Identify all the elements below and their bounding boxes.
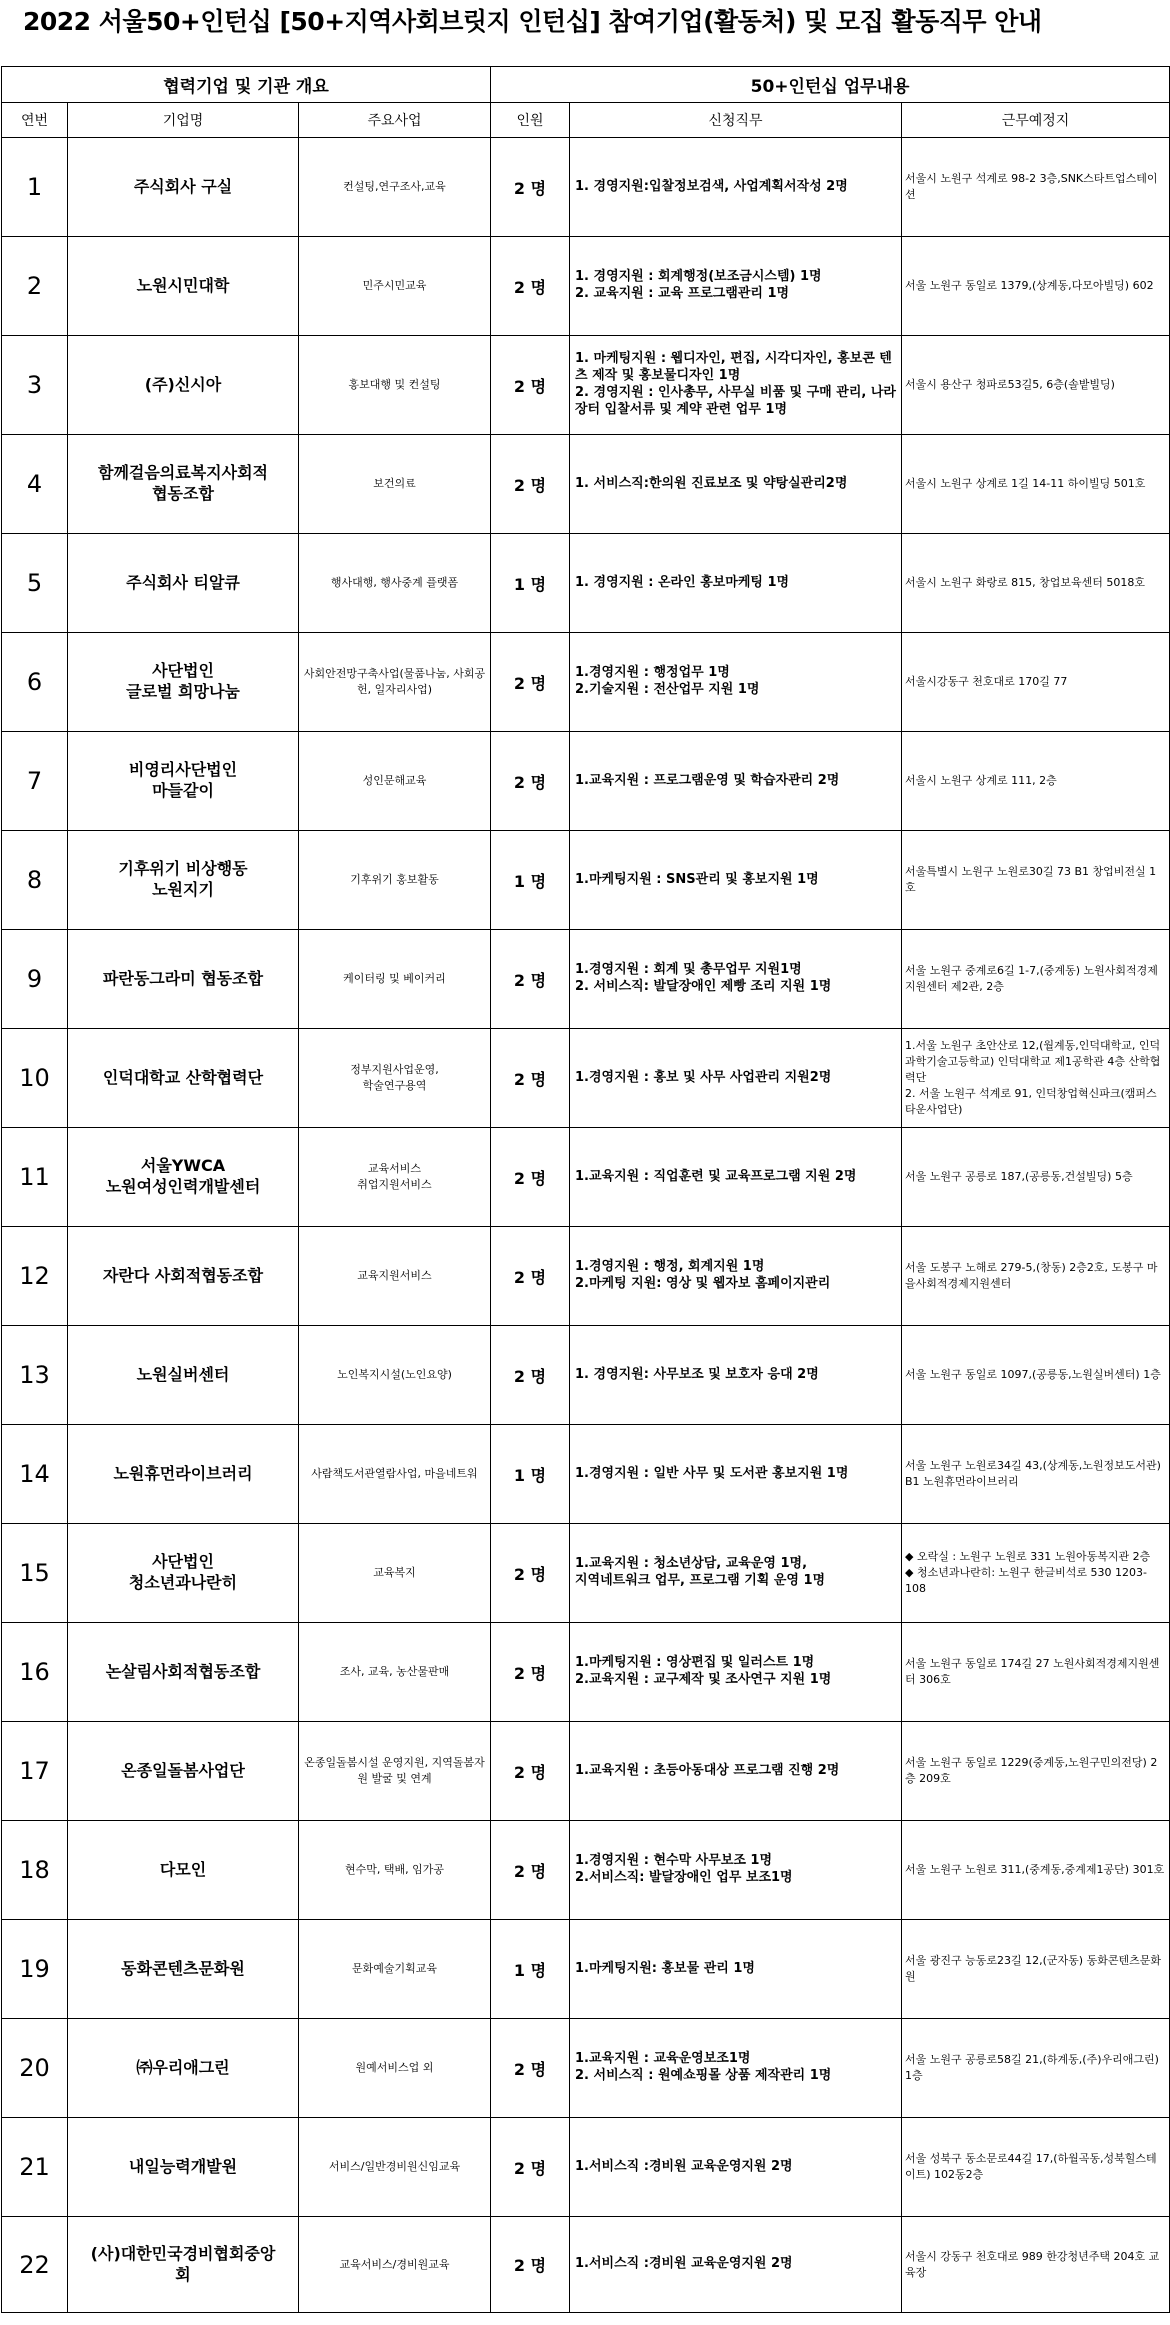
- applied-duty: 1.교육지원 : 교육운영보조1명 2. 서비스직 : 원예쇼핑몰 상품 제작관리 1명: [570, 2019, 902, 2118]
- table-row: [2, 1227, 1170, 1326]
- main-business: 컨설팅,연구조사,교육: [299, 138, 491, 237]
- company-name: 노원휴먼라이브러리: [68, 1425, 299, 1524]
- main-business: 노인복지시설(노인요양): [299, 1326, 491, 1425]
- headcount: 2 명: [491, 1722, 570, 1821]
- table-row: [2, 138, 1170, 237]
- applied-duty: 1.교육지원 : 직업훈련 및 교육프로그램 지원 2명: [570, 1128, 902, 1227]
- table-row: [2, 1128, 1170, 1227]
- main-business: 보건의료: [299, 435, 491, 534]
- work-location: 서울 노원구 노원로34길 43,(상계동,노원정보도서관) B1 노원휴먼라이브러리: [902, 1425, 1170, 1524]
- row-number: 3: [2, 336, 68, 435]
- company-name: 함께걸음의료복지사회적 협동조합: [68, 435, 299, 534]
- headcount: 1 명: [491, 831, 570, 930]
- headcount: 2 명: [491, 1029, 570, 1128]
- headcount: 2 명: [491, 633, 570, 732]
- main-business: 교육서비스 취업지원서비스: [299, 1128, 491, 1227]
- column-header-business: 주요사업: [299, 103, 491, 138]
- company-name: 노원실버센터: [68, 1326, 299, 1425]
- work-location: 서울 노원구 공릉로 187,(공릉동,건설빌딩) 5층: [902, 1128, 1170, 1227]
- main-business: 홍보대행 및 컨설팅: [299, 336, 491, 435]
- main-business: 문화예술기획교육: [299, 1920, 491, 2019]
- work-location: 1.서울 노원구 초안산로 12,(월계동,인덕대학교, 인덕과학기술고등학교) 인덕대학교 제1공학관 4층 산학협력단 2. 서울 노원구 석계로 91, 인덕창업혁신파크(캠퍼스타운사업단): [902, 1029, 1170, 1128]
- page-title: 2022 서울50+인턴십 [50+지역사회브릿지 인턴십] 참여기업(활동처) 및 모집 활동직무 안내: [23, 7, 1042, 36]
- main-business: 기후위기 홍보활동: [299, 831, 491, 930]
- work-location: 서울 노원구 동일로 174길 27 노원사회적경제지원센터 306호: [902, 1623, 1170, 1722]
- work-location: 서울시 노원구 석계로 98-2 3층,SNK스타트업스테이션: [902, 138, 1170, 237]
- table-row: [2, 1425, 1170, 1524]
- company-name: 자란다 사회적협동조합: [68, 1227, 299, 1326]
- row-number: 5: [2, 534, 68, 633]
- table-row: [2, 1920, 1170, 2019]
- work-location: 서울 노원구 노원로 311,(중계동,중계제1공단) 301호: [902, 1821, 1170, 1920]
- headcount: 2 명: [491, 138, 570, 237]
- applied-duty: 1.경영지원 : 행정, 회계지원 1명 2.마케팅 지원: 영상 및 웹자보 홈페이지관리: [570, 1227, 902, 1326]
- applied-duty: 1. 경영지원:입찰정보검색, 사업계획서작성 2명: [570, 138, 902, 237]
- table-row: [2, 1029, 1170, 1128]
- main-business: 교육복지: [299, 1524, 491, 1623]
- table-row: [2, 237, 1170, 336]
- work-location: 서울시 용산구 청파로53길5, 6층(솔밭빌딩): [902, 336, 1170, 435]
- applied-duty: 1.경영지원 : 현수막 사무보조 1명 2.서비스직: 발달장애인 업무 보조1명: [570, 1821, 902, 1920]
- row-number: 9: [2, 930, 68, 1029]
- work-location: 서울 노원구 중계로6길 1-7,(중계동) 노원사회적경제지원센터 제2관, 2층: [902, 930, 1170, 1029]
- applied-duty: 1.마케팅지원: 홍보물 관리 1명: [570, 1920, 902, 2019]
- row-number: 11: [2, 1128, 68, 1227]
- headcount: 2 명: [491, 2019, 570, 2118]
- headcount: 2 명: [491, 435, 570, 534]
- company-name: 주식회사 티알큐: [68, 534, 299, 633]
- main-business: 행사대행, 행사중계 플랫폼: [299, 534, 491, 633]
- headcount: 2 명: [491, 1623, 570, 1722]
- main-business: 현수막, 택배, 임가공: [299, 1821, 491, 1920]
- table-row: [2, 2118, 1170, 2217]
- applied-duty: 1.경영지원 : 행정업무 1명 2.기술지원 : 전산업무 지원 1명: [570, 633, 902, 732]
- headcount: 2 명: [491, 2217, 570, 2313]
- column-header-row: [2, 103, 1170, 138]
- work-location: 서울 도봉구 노해로 279-5,(창동) 2층2호, 도봉구 마을사회적경제지원센터: [902, 1227, 1170, 1326]
- table-row: [2, 633, 1170, 732]
- row-number: 17: [2, 1722, 68, 1821]
- main-business: 사회안전망구축사업(물품나눔, 사회공헌, 일자리사업): [299, 633, 491, 732]
- work-location: 서울 광진구 능동로23길 12,(군자동) 동화콘텐츠문화원: [902, 1920, 1170, 2019]
- table-row: [2, 2217, 1170, 2313]
- applied-duty: 1. 경영지원 : 온라인 홍보마케팅 1명: [570, 534, 902, 633]
- main-business: 정부지원사업운영, 학술연구용역: [299, 1029, 491, 1128]
- headcount: 2 명: [491, 336, 570, 435]
- table-row: [2, 336, 1170, 435]
- row-number: 20: [2, 2019, 68, 2118]
- headcount: 2 명: [491, 237, 570, 336]
- applied-duty: 1. 서비스직:한의원 진료보조 및 약탕실관리2명: [570, 435, 902, 534]
- work-location: 서울시 강동구 천호대로 989 한강청년주택 204호 교육장: [902, 2217, 1170, 2313]
- company-name: (주)신시아: [68, 336, 299, 435]
- headcount: 2 명: [491, 1326, 570, 1425]
- table-row: [2, 2019, 1170, 2118]
- applied-duty: 1.교육지원 : 초등아동대상 프로그램 진행 2명: [570, 1722, 902, 1821]
- main-business: 교육서비스/경비원교육: [299, 2217, 491, 2313]
- group-header-internship: 50+인턴십 업무내용: [491, 67, 1170, 103]
- row-number: 2: [2, 237, 68, 336]
- table-row: [2, 1524, 1170, 1623]
- table-row: [2, 732, 1170, 831]
- applied-duty: 1.서비스직 :경비원 교육운영지원 2명: [570, 2217, 902, 2313]
- table-row: [2, 1326, 1170, 1425]
- table-row: [2, 1821, 1170, 1920]
- table-row: [2, 1722, 1170, 1821]
- row-number: 7: [2, 732, 68, 831]
- row-number: 19: [2, 1920, 68, 2019]
- work-location: ◆ 오락실 : 노원구 노원로 331 노원아동복지관 2층 ◆ 청소년과나란히: 노원구 한글비석로 530 1203-108: [902, 1524, 1170, 1623]
- company-name: (사)대한민국경비협회중앙 회: [68, 2217, 299, 2313]
- row-number: 12: [2, 1227, 68, 1326]
- row-number: 1: [2, 138, 68, 237]
- company-table: [1, 66, 1170, 2313]
- column-header-location: 근무예정지: [902, 103, 1170, 138]
- applied-duty: 1.마케팅지원 : SNS관리 및 홍보지원 1명: [570, 831, 902, 930]
- main-business: 사람책도서관열람사업, 마을네트워: [299, 1425, 491, 1524]
- applied-duty: 1.교육지원 : 프로그램운영 및 학습자관리 2명: [570, 732, 902, 831]
- company-name: 동화콘텐츠문화원: [68, 1920, 299, 2019]
- table-row: [2, 534, 1170, 633]
- row-number: 18: [2, 1821, 68, 1920]
- headcount: 2 명: [491, 930, 570, 1029]
- company-name: 노원시민대학: [68, 237, 299, 336]
- work-location: 서울시 노원구 상계로 1길 14-11 하이빌딩 501호: [902, 435, 1170, 534]
- work-location: 서울 성북구 동소문로44길 17,(하월곡동,성북힐스테이트) 102동2층: [902, 2118, 1170, 2217]
- applied-duty: 1.서비스직 :경비원 교육운영지원 2명: [570, 2118, 902, 2217]
- row-number: 6: [2, 633, 68, 732]
- table-row: [2, 1623, 1170, 1722]
- main-business: 서비스/일반경비원신임교육: [299, 2118, 491, 2217]
- group-header-company: 협력기업 및 기관 개요: [2, 67, 491, 103]
- main-business: 원예서비스업 외: [299, 2019, 491, 2118]
- applied-duty: 1. 경영지원 : 회계행정(보조금시스템) 1명 2. 교육지원 : 교육 프로그램관리 1명: [570, 237, 902, 336]
- applied-duty: 1.마케팅지원 : 영상편집 및 일러스트 1명 2.교육지원 : 교구제작 및 조사연구 지원 1명: [570, 1623, 902, 1722]
- column-header-people: 인원: [491, 103, 570, 138]
- work-location: 서울 노원구 공릉로58길 21,(하계동,(주)우리애그린) 1층: [902, 2019, 1170, 2118]
- company-name: 다모인: [68, 1821, 299, 1920]
- row-number: 22: [2, 2217, 68, 2313]
- row-number: 13: [2, 1326, 68, 1425]
- row-number: 14: [2, 1425, 68, 1524]
- column-header-no: 연번: [2, 103, 68, 138]
- work-location: 서울 노원구 동일로 1379,(상계동,다모아빌딩) 602: [902, 237, 1170, 336]
- main-business: 조사, 교육, 농산물판매: [299, 1623, 491, 1722]
- main-business: 성인문해교육: [299, 732, 491, 831]
- main-business: 민주시민교육: [299, 237, 491, 336]
- headcount: 1 명: [491, 1920, 570, 2019]
- row-number: 21: [2, 2118, 68, 2217]
- applied-duty: 1.경영지원 : 회계 및 총무업무 지원1명 2. 서비스직: 발달장애인 제빵 조리 지원 1명: [570, 930, 902, 1029]
- company-name: 사단법인 글로벌 희망나눔: [68, 633, 299, 732]
- work-location: 서울시 노원구 상계로 111, 2층: [902, 732, 1170, 831]
- column-header-company: 기업명: [68, 103, 299, 138]
- company-name: 비영리사단법인 마들같이: [68, 732, 299, 831]
- headcount: 2 명: [491, 1524, 570, 1623]
- company-name: 기후위기 비상행동 노원지기: [68, 831, 299, 930]
- row-number: 4: [2, 435, 68, 534]
- applied-duty: 1. 마케팅지원 : 웹디자인, 편집, 시각디자인, 홍보콘 텐츠 제작 및 홍보물디자인 1명 2. 경영지원 : 인사총무, 사무실 비품 및 구매 관리, 나라장터 입찰서류 및 계약 관련 업무 1명: [570, 336, 902, 435]
- work-location: 서울특별시 노원구 노원로30길 73 B1 창업비전실 1호: [902, 831, 1170, 930]
- work-location: 서울 노원구 동일로 1229(중계동,노원구민의전당) 2층 209호: [902, 1722, 1170, 1821]
- column-header-duty: 신청직무: [570, 103, 902, 138]
- applied-duty: 1.경영지원 : 일반 사무 및 도서관 홍보지원 1명: [570, 1425, 902, 1524]
- group-header-row: [2, 67, 1170, 103]
- row-number: 15: [2, 1524, 68, 1623]
- company-name: 내일능력개발원: [68, 2118, 299, 2217]
- table-row: [2, 435, 1170, 534]
- headcount: 1 명: [491, 1425, 570, 1524]
- main-business: 교육지원서비스: [299, 1227, 491, 1326]
- company-name: 논살림사회적협동조합: [68, 1623, 299, 1722]
- applied-duty: 1. 경영지원: 사무보조 및 보호자 응대 2명: [570, 1326, 902, 1425]
- table-row: [2, 831, 1170, 930]
- headcount: 2 명: [491, 2118, 570, 2217]
- table-row: [2, 930, 1170, 1029]
- row-number: 8: [2, 831, 68, 930]
- row-number: 16: [2, 1623, 68, 1722]
- company-name: 서울YWCA 노원여성인력개발센터: [68, 1128, 299, 1227]
- work-location: 서울시 노원구 화랑로 815, 창업보육센터 5018호: [902, 534, 1170, 633]
- applied-duty: 1.경영지원 : 홍보 및 사무 사업관리 지원2명: [570, 1029, 902, 1128]
- company-name: 주식회사 구실: [68, 138, 299, 237]
- work-location: 서울 노원구 동일로 1097,(공릉동,노원실버센터) 1층: [902, 1326, 1170, 1425]
- headcount: 2 명: [491, 1128, 570, 1227]
- work-location: 서울시강동구 천호대로 170길 77: [902, 633, 1170, 732]
- main-business: 케이터링 및 베이커리: [299, 930, 491, 1029]
- company-name: 파란동그라미 협동조합: [68, 930, 299, 1029]
- headcount: 1 명: [491, 534, 570, 633]
- row-number: 10: [2, 1029, 68, 1128]
- applied-duty: 1.교육지원 : 청소년상담, 교육운영 1명, 지역네트워크 업무, 프로그램 기획 운영 1명: [570, 1524, 902, 1623]
- main-business: 온종일돌봄시설 운영지원, 지역돌봄자원 발굴 및 연계: [299, 1722, 491, 1821]
- headcount: 2 명: [491, 1227, 570, 1326]
- company-name: 사단법인 청소년과나란히: [68, 1524, 299, 1623]
- company-name: 온종일돌봄사업단: [68, 1722, 299, 1821]
- headcount: 2 명: [491, 1821, 570, 1920]
- company-name: 인덕대학교 산학협력단: [68, 1029, 299, 1128]
- company-name: ㈜우리애그린: [68, 2019, 299, 2118]
- headcount: 2 명: [491, 732, 570, 831]
